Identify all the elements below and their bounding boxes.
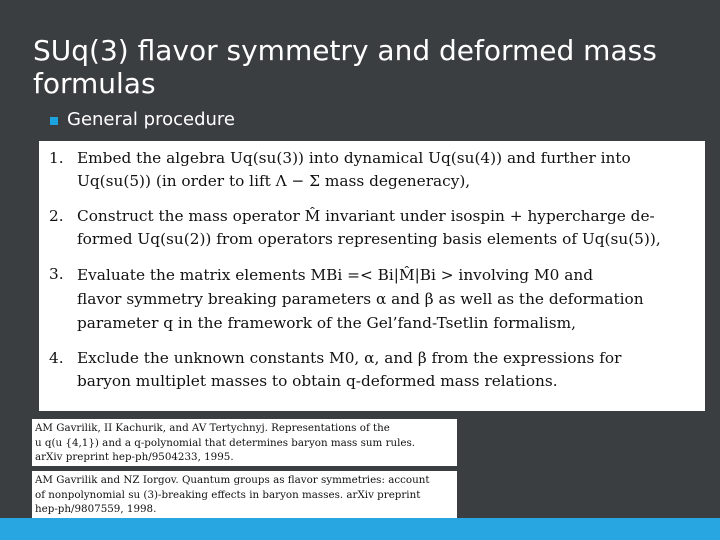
- procedure-step-3: [49, 263, 693, 335]
- step-number: 4.: [49, 349, 64, 367]
- step-text-line: flavor symmetry breaking parameters α and β as well as the deformation: [77, 290, 644, 308]
- step-text-line: Exclude the unknown constants M0, α, and β from the expressions for: [77, 349, 622, 367]
- reference-citation-1: [32, 419, 457, 466]
- step-text-line: baryon multiplet masses to obtain q-deformed mass relations.: [77, 372, 558, 390]
- reference-line: arXiv preprint hep-ph/9504233, 1995.: [35, 451, 234, 463]
- step-text-line: Uq(su(5)) (in order to lift Λ − Σ mass degeneracy),: [77, 172, 471, 190]
- step-number: 1.: [49, 149, 64, 167]
- procedure-step-2: [49, 205, 693, 251]
- bullet-text: General procedure: [67, 109, 235, 130]
- procedure-step-4: [49, 347, 693, 393]
- reference-line: AM Gavrilik, II Kachurik, and AV Tertychnyj. Representations of the: [35, 422, 390, 434]
- step-text-line: Embed the algebra Uq(su(3)) into dynamical Uq(su(4)) and further into: [77, 149, 631, 167]
- square-bullet-icon: [50, 117, 58, 125]
- step-text-line: Evaluate the matrix elements MBi =< Bi|M̂|Bi > involving M0 and: [77, 266, 593, 284]
- procedure-list-image: [39, 141, 705, 411]
- step-number: 2.: [49, 207, 64, 225]
- reference-line: AM Gavrilik and NZ Iorgov. Quantum groups as flavor symmetries: account: [35, 474, 430, 486]
- reference-line: of nonpolynomial su (3)-breaking effects in baryon masses. arXiv preprint: [35, 488, 421, 501]
- step-text-line: Construct the mass operator M̂ invariant under isospin + hypercharge de-: [77, 207, 655, 225]
- step-text-line: formed Uq(su(2)) from operators representing basis elements of Uq(su(5)),: [77, 230, 661, 248]
- footer-accent-bar: [0, 518, 720, 540]
- reference-line: hep-ph/9807559, 1998.: [35, 503, 157, 515]
- reference-citation-2: [32, 471, 457, 519]
- bullet-item: [50, 107, 235, 133]
- procedure-step-1: [49, 147, 693, 193]
- step-number: 3.: [49, 265, 64, 283]
- step-text-line: parameter q in the framework of the Gel’fand-Tsetlin formalism,: [77, 314, 577, 332]
- slide-title: SUq(3) flavor symmetry and deformed mass formulas: [33, 34, 657, 100]
- reference-line: u q(u {4,1}) and a q-polynomial that determines baryon mass sum rules.: [35, 436, 416, 449]
